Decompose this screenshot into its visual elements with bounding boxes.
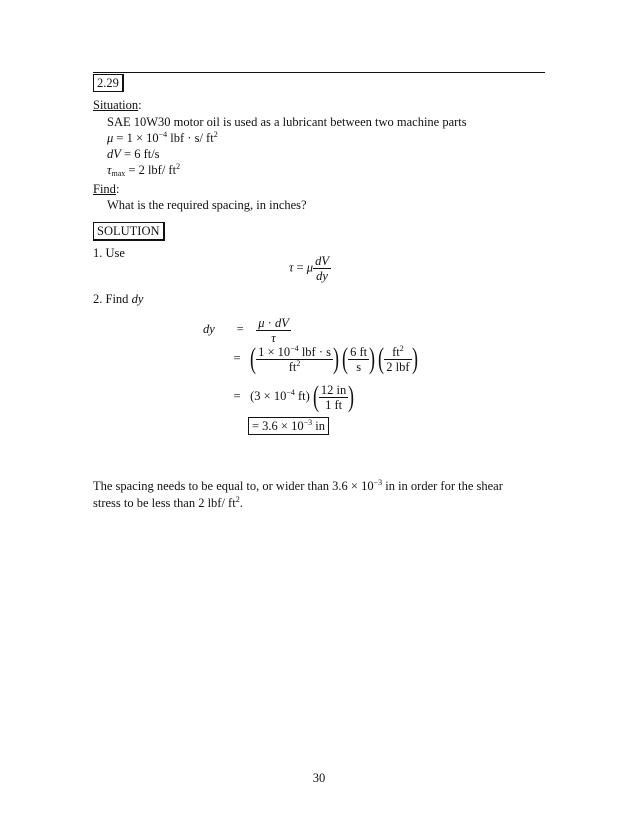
situation-description: SAE 10W30 motor oil is used as a lubricant between two machine parts [107, 115, 467, 129]
final-answer: = $3.6 \times 10^{-3}$ in [248, 417, 329, 435]
find-heading: Find: [93, 182, 120, 196]
step-1-label: 1. Use [93, 246, 125, 260]
velocity-line: dV = 6 ft/s [107, 147, 160, 161]
solution-label: SOLUTION [93, 222, 165, 241]
situation-heading: Situation: [93, 98, 142, 112]
derivation-line-1: dy = $\frac{\mu \cdot dV}{\tau}$ [203, 316, 289, 345]
step-2-label: 2. Find dy [93, 292, 144, 306]
find-question: What is the required spacing, in inches? [107, 198, 307, 212]
derivation-line-3: = ($3 \times 10^{-4}$ ft) ( $\frac{12 in}{1 ft}$ ) [233, 380, 355, 413]
conclusion-line-2: stress to be less than 2 lbf/ $ft^2$. [93, 495, 243, 510]
derivation-line-2: = ( $\frac{1 \times 10^{-4} lbf \cdot s}{ft^2}$ ) ( $\frac{6 ft}{s}$ ) ( $\frac{ft^2}{\text{2 lbf}}$ ) [233, 342, 418, 375]
viscosity-line: $\mu = 1 \times 10^{-4}$ lbf · s/ $ft^2$ [107, 130, 218, 145]
header-rule [93, 72, 545, 73]
page-number: 30 [312, 771, 326, 785]
step-1-formula: τ = μ $\frac{dV}{dy}$ [289, 254, 329, 283]
problem-number: 2.29 [93, 74, 124, 92]
max-stress-line: $\tau_{max} = 2$ lbf/ $ft^2$ [107, 162, 181, 178]
conclusion-line-1: The spacing needs to be equal to, or wider than $3.6 \times 10^{-3}$ in in order for the shear [93, 478, 503, 493]
